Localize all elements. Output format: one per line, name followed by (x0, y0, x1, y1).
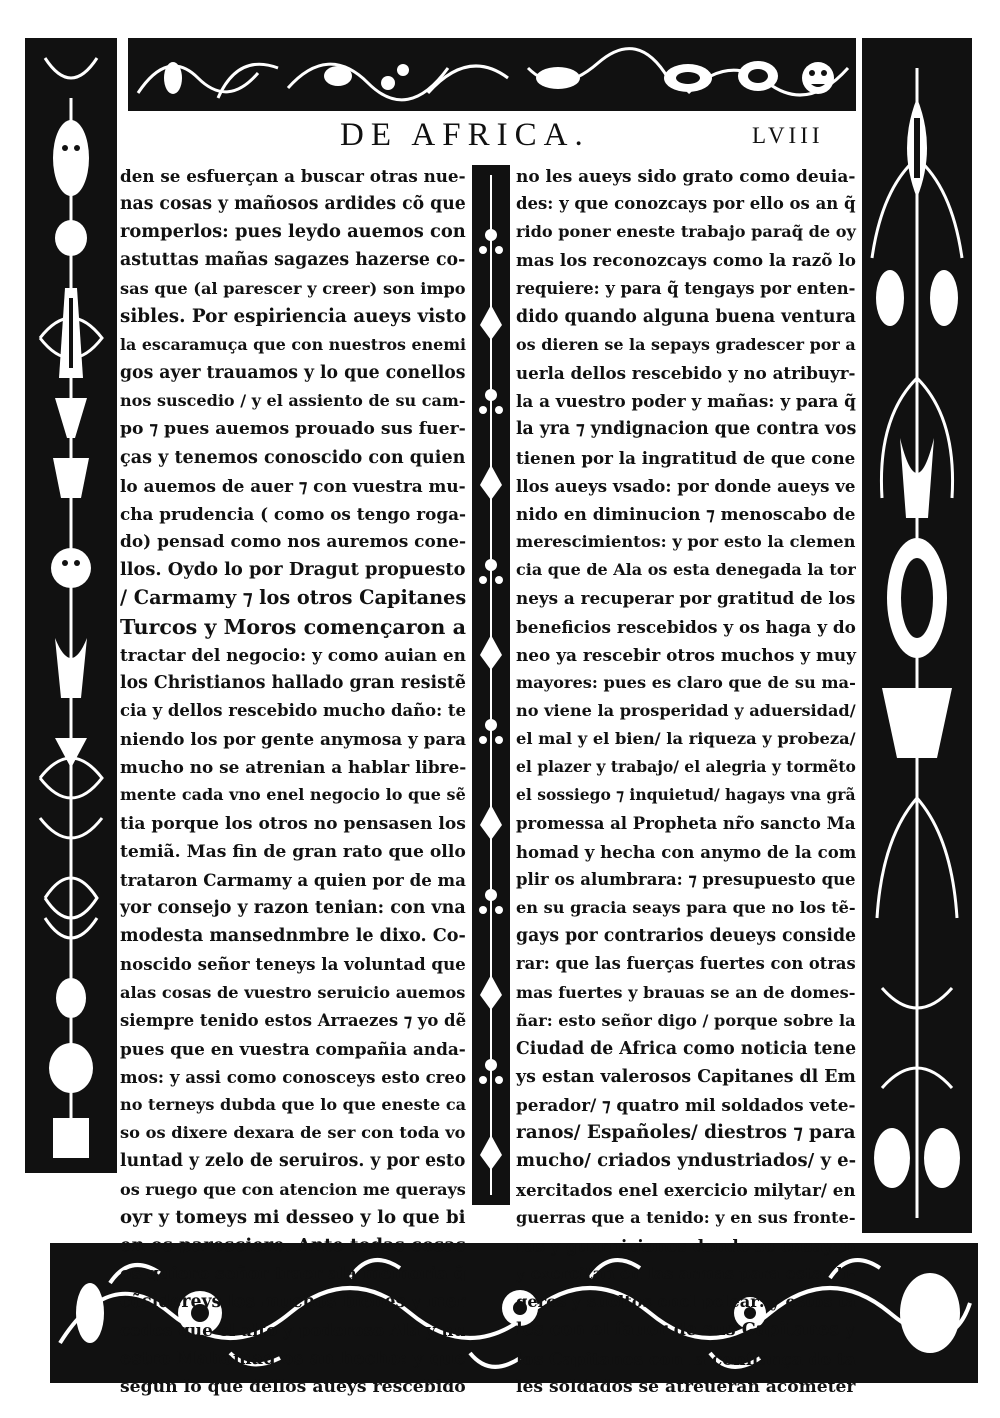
text-line: el plazer y trabajo/ el alegria y tormẽto (516, 757, 856, 777)
text-line: los Christianos hallado gran resistẽ (120, 672, 466, 693)
text-line: Turcos y Moros començaron a (120, 614, 466, 639)
text-line: rar: que las fuerças fuertes con otras (516, 954, 856, 974)
text-line: gos ayer trauamos y lo que conellos (120, 363, 466, 384)
text-line: promessa al Propheta nr̃o sancto Ma (516, 813, 856, 833)
left-woodcut-border (25, 38, 117, 1173)
center-woodcut-strip (472, 165, 510, 1205)
text-line: cedes que el alto y poderoso Ala y nu (120, 1320, 466, 1341)
text-line: temiã. Mas fin de gran rato que ollo (120, 841, 466, 862)
text-line: la yra ⁊ yndignacion que contra vos (516, 419, 857, 440)
text-line: pues que en vuestra compañia anda- (120, 1038, 466, 1059)
text-line: llos aueys vsado: por donde aueys ve (516, 475, 856, 496)
text-line: nido en diminucion ⁊ menoscabo de (516, 503, 856, 524)
text-line: en su gracia seays para que no los tẽ- (516, 898, 856, 918)
text-line: no les aueys sido grato como deuia- (516, 166, 856, 186)
text-line: Ciudad de Africa como noticia tene (516, 1038, 857, 1059)
text-line: ñar: esto señor digo / porque sobre la (516, 1010, 856, 1030)
text-line: tienen por la ingratitud de que cone (516, 447, 856, 468)
text-line: mucho/ criados yndustriados/ y e- (516, 1150, 857, 1172)
text-line: den se esfuerçan a buscar otras nue- (120, 166, 466, 186)
text-line: des: y que conozcays por ello os an q̃ (516, 194, 856, 214)
text-line: geros y sueltos enel pelear: y estos ta (516, 1292, 857, 1312)
text-line: mayores: pues es claro que de su ma- (516, 672, 856, 692)
text-line: cõsidereys los muchos bienes y mer (120, 1292, 466, 1313)
text-line: cha prudencia ( como os tengo roga- (120, 503, 466, 524)
text-line: rido poner eneste trabajo paraq̃ de oy (516, 222, 856, 242)
text-line: os quiero señor traer ala memoria q̃ (120, 1264, 466, 1285)
text-line: ranos/ Españoles/ diestros ⁊ para (516, 1122, 856, 1144)
text-line: plir os alumbrara: ⁊ presupuesto que (516, 869, 856, 889)
text-line: mucho no se atrenian a hablar libre- (120, 757, 467, 778)
text-line: sibles. Por espiriencia aueys visto (120, 305, 467, 327)
text-line: romperlos: pues leydo auemos con (120, 221, 466, 243)
text-line: yor consejo y razon tenian: con vna (120, 898, 466, 919)
text-line: astuttas mañas sagazes hazerse co- (120, 250, 466, 271)
text-line: dido quando alguna buena ventura (516, 306, 856, 327)
text-line: y exercitan en las armas para estar li- (516, 1264, 856, 1284)
text-line: la escaramuça que con nuestros enemi (120, 334, 466, 354)
text-line: os dieren se la sepays gradescer por a (516, 334, 856, 354)
text-line: les soldados se atreueran acometer (516, 1376, 856, 1397)
text-line: en os paresciere. Ante todas cosas (120, 1234, 466, 1256)
text-line: nas cosas y mañosos ardides cõ que (120, 194, 466, 215)
text-line: oyr y tomeys mi desseo y lo que bi (120, 1206, 466, 1228)
text-line: tia porque los otros no pensasen los (120, 813, 466, 834)
text-line: trataron Carmamy a quien por de ma (120, 869, 466, 890)
text-line: beneficios rescebidos y os haga y do (516, 616, 856, 637)
text-line: siempre tenido estos Arraezes ⁊ yo dẽ (120, 1010, 467, 1030)
text-line: les con el fauor de sus Capitanes y (516, 1320, 856, 1341)
text-line: uerla dellos rescebido y no atribuyr- (516, 363, 856, 384)
text-line: alas cosas de vuestro seruicio auemos (120, 982, 466, 1002)
text-line: cia y dellos rescebido mucho daño: te (120, 700, 466, 720)
text-line: no viene la prosperidad y aduersidad/ (516, 700, 856, 720)
text-line: mos: y assi como conosceys esto creo (120, 1067, 467, 1087)
text-line: noscido señor teneys la voluntad que (120, 954, 466, 975)
text-line: tractar del negocio: y como auian en (120, 644, 466, 665)
text-line: os ruego que con atencion me querays (120, 1179, 466, 1199)
text-line: po ⁊ pues auemos prouado sus fuer- (120, 419, 466, 440)
text-line: no terneys dubda que lo que eneste ca (120, 1095, 467, 1115)
text-line: lo auemos de auer ⁊ con vuestra mu- (120, 475, 466, 496)
text-line: cia que de Ala os esta denegada la tor (516, 560, 856, 580)
text-line: luntad y zelo de seruiros. y por esto (120, 1151, 466, 1172)
text-line: gays por contrarios deueys conside (516, 926, 857, 947)
text-line: / Carmamy ⁊ los otros Capitanes (120, 586, 467, 610)
text-line: la a vuestro poder y mañas: y para q̃ (516, 391, 856, 412)
text-line: niendo los por gente anymosa y para (120, 729, 467, 750)
text-line: nos suscedio / y el assiento de su cam- (120, 391, 466, 411)
text-line: guerras que a tenido: y en sus fronte- (516, 1207, 856, 1227)
text-line: ys estan valerosos Capitanes dl Em (516, 1067, 856, 1087)
text-line: modesta mansednmbre le dixo. Co- (120, 925, 466, 947)
right-text-column (516, 162, 856, 1401)
text-line: mas los reconozcays como la razõ lo (516, 250, 856, 271)
text-line: requiere: y para q̃ tengays por enten- (516, 278, 856, 298)
text-line: los Capitanes con la confiança de ta (516, 1348, 856, 1369)
text-line: segun lo que dellos aueys rescebido (120, 1376, 466, 1397)
text-line: so os dixere dexara de ser con toda vo (120, 1123, 466, 1143)
text-line: homad y hecha con anymo de la com (516, 841, 857, 862)
text-line: el sossiego ⁊ inquietud/ hagays vna grã (516, 785, 856, 805)
text-line: llos. Oydo lo por Dragut propuesto (120, 559, 466, 581)
text-line: estro Mahomad os an hecho: y que (120, 1347, 467, 1369)
left-text-column (120, 162, 466, 1401)
top-woodcut-border (128, 38, 856, 111)
text-line: ças y tenemos conoscido con quien (120, 446, 466, 468)
running-title: DE AFRICA. (340, 117, 590, 153)
text-line: xercitados enel exercicio milytar/ en (516, 1179, 856, 1200)
text-line: merescimientos: y por esto la clemen (516, 532, 856, 552)
text-line: neys a recuperar por gratitud de los (516, 588, 856, 609)
text-line: sas que (al parescer y creer) son impo (120, 278, 466, 298)
folio-number: LVIII (752, 123, 824, 148)
text-line: do) pensad como nos auremos cone- (120, 532, 467, 553)
text-line: mente cada vno enel negocio lo que sẽ (120, 785, 466, 805)
text-line: mas fuertes y brauas se an de domes- (516, 982, 856, 1002)
text-line: perador/ ⁊ quatro mil soldados vete- (516, 1095, 856, 1116)
right-woodcut-border (862, 38, 972, 1233)
text-line: el mal y el bien/ la riqueza y probeza/ (516, 729, 856, 749)
text-line: neo ya rescebir otros muchos y muy (516, 644, 856, 665)
text-line: ras y guarniciones donde se ensayan (516, 1235, 856, 1256)
